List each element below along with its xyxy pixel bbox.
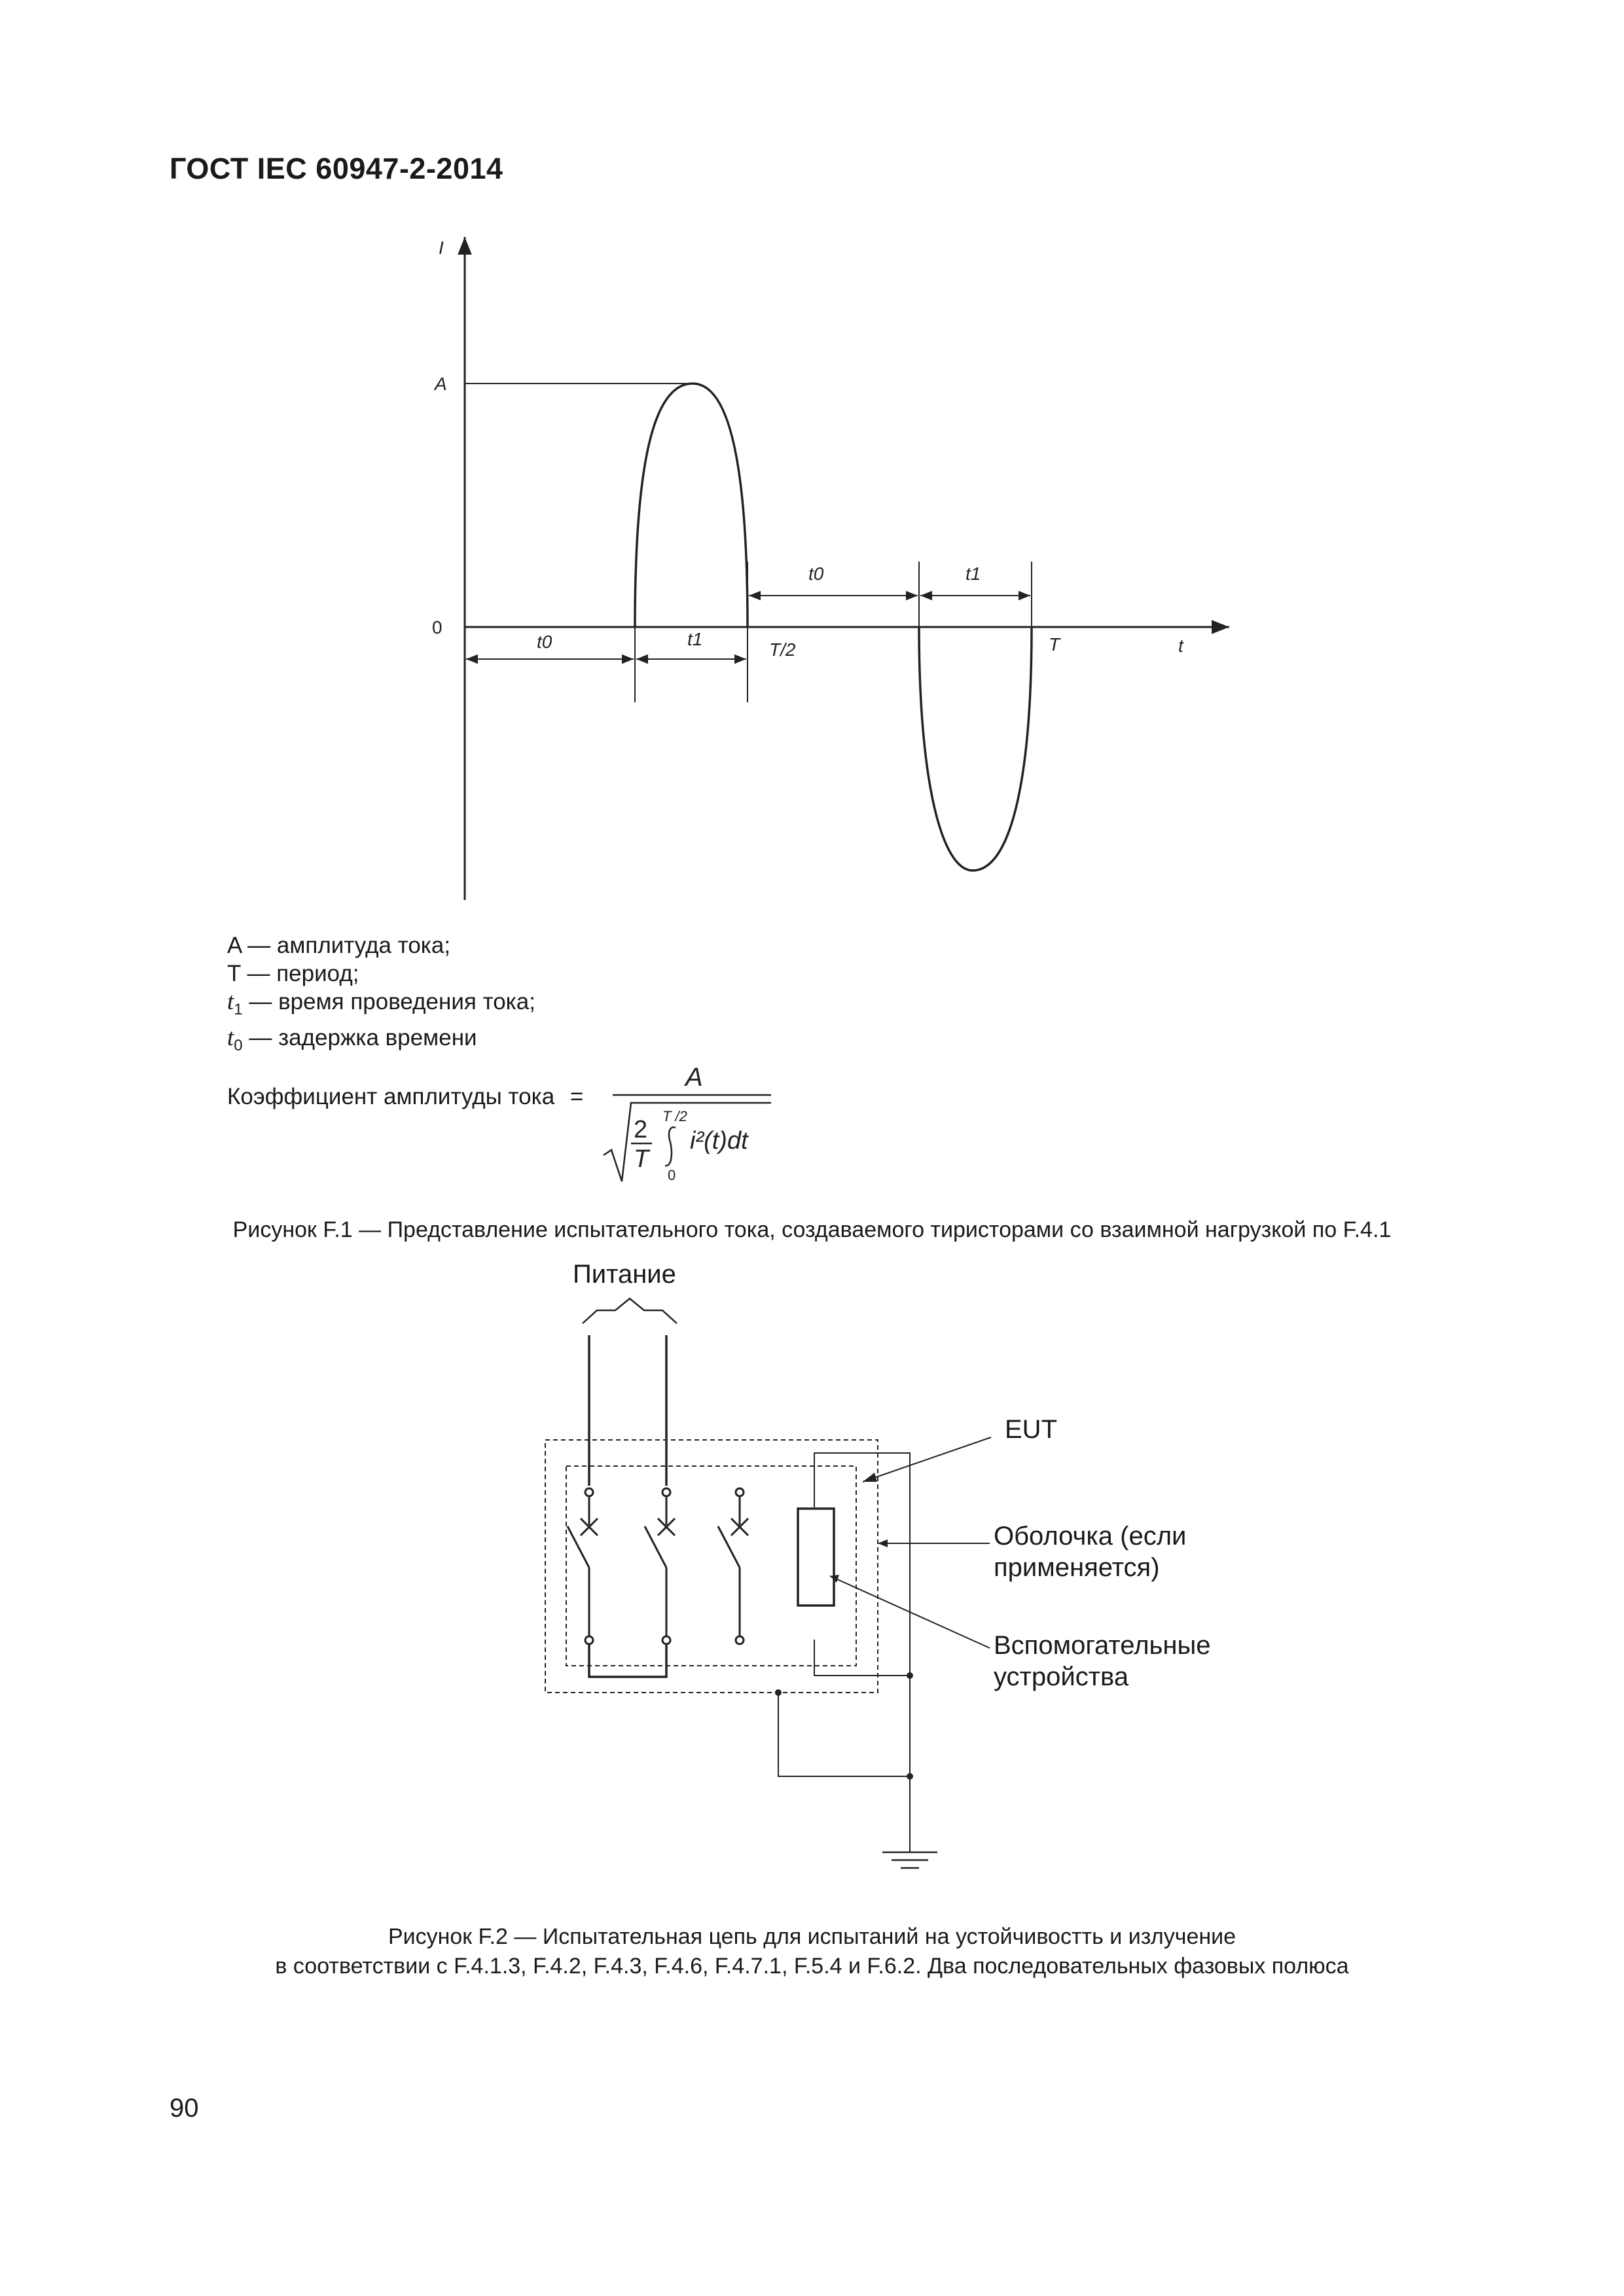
figure-f1-legend [227,931,535,1060]
document-header: ГОСТ IEC 60947-2-2014 [170,152,503,185]
formula-numerator: A [685,1063,703,1092]
enclosure-earth-wire [778,1693,910,1776]
figure-f2-circuit [0,1244,1624,1898]
auxiliary-device [798,1509,834,1605]
page-number: 90 [170,2094,199,2123]
switch-pole-1 [568,1488,598,1644]
series-link [589,1644,666,1677]
t0-label-lower: t0 [537,632,552,652]
legend-item: A — амплитуда тока; [227,933,451,958]
figure-f1-waveform [0,0,1624,929]
formula-upper-limit: T /2 [662,1108,687,1124]
enclosure-outer [545,1440,878,1693]
switch-pole-2 [645,1488,675,1644]
t0-label-upper: t0 [808,564,824,584]
y-axis-label: I [439,238,444,258]
figure-f1-caption: Рисунок F.1 — Представление испытательного тока, создаваемого тиристорами со взаимной нагрузкой по F.4.1 [232,1217,1392,1242]
x-axis-label: t [1178,636,1183,656]
power-brace [583,1299,677,1323]
legend-item: $t_0$ — задержка времени [227,1024,477,1054]
formula-frac-den: T [634,1145,649,1173]
ground-icon [882,1852,937,1868]
formula-frac-num: 2 [634,1116,648,1143]
integral-sign [665,1127,676,1166]
positive-pulse [635,384,748,627]
crest-factor-formula [602,1057,779,1188]
legend-item: $t_1$ — время проведения тока; [227,988,535,1018]
zero-label: 0 [432,617,442,637]
auxiliary-devices-label: Вспомогательные устройства [994,1631,1211,1691]
enclosure-label: Оболочка (если применяется) [994,1522,1187,1582]
formula-integrand: i²(t)dt [690,1127,748,1155]
eut-label: EUT [1005,1415,1057,1444]
power-label: Питание [573,1260,676,1289]
amplitude-label: A [435,374,447,394]
eut-inner-box [566,1466,856,1666]
t1-label-lower: t1 [687,629,703,649]
t1-label-upper: t1 [965,564,981,584]
formula-label: Коэффициент амплитуды тока = [227,1084,584,1109]
half-period-label: T/2 [769,639,796,660]
auxiliary-frame [814,1453,910,1676]
eut-leader [863,1437,991,1482]
legend-item: T — период; [227,961,359,986]
switch-pole-3 [718,1488,748,1644]
formula-lower-limit: 0 [668,1167,676,1183]
figure-f2-caption: Рисунок F.2 — Испытательная цепь для испытаний на устойчивостть и излучение в соответствии с F.4.1.3, F.4.2, F.4.3, F.4.6, F.4.7.1, F.5.4 и F.6.2. Два последовательных фазовых полюса [275,1924,1349,1979]
period-label: T [1049,634,1060,655]
negative-pulse [919,627,1032,870]
